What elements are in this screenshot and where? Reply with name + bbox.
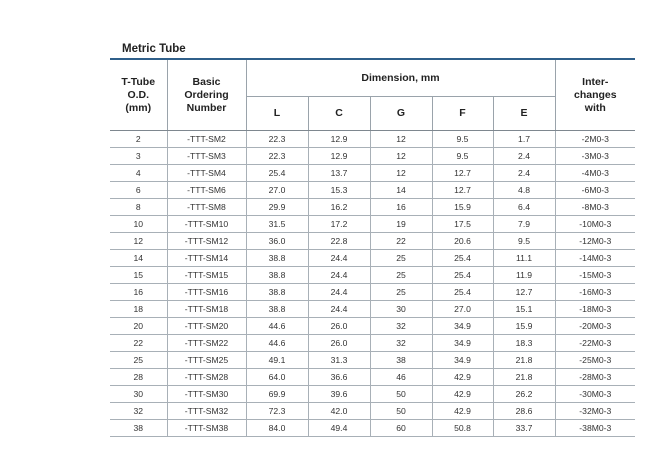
cell-e: 4.8 xyxy=(493,182,555,199)
header-od-line2: O.D. xyxy=(127,88,150,101)
cell-f: 27.0 xyxy=(432,301,493,318)
cell-l: 64.0 xyxy=(246,369,308,386)
cell-od: 30 xyxy=(110,386,167,403)
header-ordering-line1: Basic xyxy=(192,75,221,88)
table-row xyxy=(110,352,635,369)
cell-f: 42.9 xyxy=(432,369,493,386)
header-interchanges-line1: Inter- xyxy=(582,75,609,88)
cell-g: 60 xyxy=(370,420,432,437)
cell-l: 72.3 xyxy=(246,403,308,420)
metric-tube-table-section xyxy=(110,41,635,437)
cell-ordering-number: -TTT-SM25 xyxy=(167,352,246,369)
cell-od: 25 xyxy=(110,352,167,369)
cell-interchanges: -10M0-3 xyxy=(555,216,635,233)
header-dim-e: E xyxy=(493,97,555,131)
cell-c: 39.6 xyxy=(308,386,370,403)
cell-e: 7.9 xyxy=(493,216,555,233)
cell-g: 32 xyxy=(370,335,432,352)
table-row xyxy=(110,318,635,335)
cell-interchanges: -14M0-3 xyxy=(555,250,635,267)
header-ordering-line2: Ordering xyxy=(184,88,229,101)
metric-tube-table xyxy=(110,60,635,437)
cell-ordering-number: -TTT-SM3 xyxy=(167,148,246,165)
cell-g: 25 xyxy=(370,284,432,301)
cell-g: 14 xyxy=(370,182,432,199)
cell-ordering-number: -TTT-SM32 xyxy=(167,403,246,420)
cell-g: 12 xyxy=(370,131,432,148)
cell-l: 38.8 xyxy=(246,284,308,301)
cell-e: 26.2 xyxy=(493,386,555,403)
table-row xyxy=(110,301,635,318)
cell-od: 8 xyxy=(110,199,167,216)
cell-ordering-number: -TTT-SM2 xyxy=(167,131,246,148)
cell-f: 25.4 xyxy=(432,284,493,301)
cell-e: 21.8 xyxy=(493,369,555,386)
cell-od: 6 xyxy=(110,182,167,199)
cell-ordering-number: -TTT-SM22 xyxy=(167,335,246,352)
cell-f: 34.9 xyxy=(432,352,493,369)
cell-l: 38.8 xyxy=(246,250,308,267)
cell-l: 44.6 xyxy=(246,318,308,335)
cell-c: 36.6 xyxy=(308,369,370,386)
cell-f: 25.4 xyxy=(432,267,493,284)
cell-l: 31.5 xyxy=(246,216,308,233)
cell-c: 13.7 xyxy=(308,165,370,182)
cell-ordering-number: -TTT-SM10 xyxy=(167,216,246,233)
cell-ordering-number: -TTT-SM16 xyxy=(167,284,246,301)
cell-c: 49.4 xyxy=(308,420,370,437)
cell-l: 22.3 xyxy=(246,131,308,148)
cell-g: 46 xyxy=(370,369,432,386)
cell-od: 18 xyxy=(110,301,167,318)
header-dim-g: G xyxy=(370,97,432,131)
cell-e: 28.6 xyxy=(493,403,555,420)
table-row xyxy=(110,386,635,403)
cell-g: 25 xyxy=(370,250,432,267)
cell-ordering-number: -TTT-SM14 xyxy=(167,250,246,267)
cell-c: 24.4 xyxy=(308,267,370,284)
cell-interchanges: -30M0-3 xyxy=(555,386,635,403)
cell-c: 24.4 xyxy=(308,301,370,318)
cell-f: 17.5 xyxy=(432,216,493,233)
cell-ordering-number: -TTT-SM18 xyxy=(167,301,246,318)
cell-e: 2.4 xyxy=(493,148,555,165)
header-dim-c: C xyxy=(308,97,370,131)
table-row xyxy=(110,199,635,216)
cell-od: 32 xyxy=(110,403,167,420)
cell-c: 15.3 xyxy=(308,182,370,199)
cell-g: 12 xyxy=(370,148,432,165)
cell-interchanges: -18M0-3 xyxy=(555,301,635,318)
cell-interchanges: -25M0-3 xyxy=(555,352,635,369)
cell-l: 38.8 xyxy=(246,301,308,318)
cell-l: 22.3 xyxy=(246,148,308,165)
cell-interchanges: -2M0-3 xyxy=(555,131,635,148)
cell-ordering-number: -TTT-SM38 xyxy=(167,420,246,437)
table-row xyxy=(110,148,635,165)
cell-f: 42.9 xyxy=(432,386,493,403)
cell-f: 20.6 xyxy=(432,233,493,250)
cell-od: 22 xyxy=(110,335,167,352)
header-interchanges-line3: with xyxy=(584,101,606,114)
cell-l: 36.0 xyxy=(246,233,308,250)
cell-l: 49.1 xyxy=(246,352,308,369)
cell-e: 15.9 xyxy=(493,318,555,335)
cell-ordering-number: -TTT-SM8 xyxy=(167,199,246,216)
cell-ordering-number: -TTT-SM28 xyxy=(167,369,246,386)
cell-g: 22 xyxy=(370,233,432,250)
table-row xyxy=(110,267,635,284)
cell-od: 20 xyxy=(110,318,167,335)
header-ordering-number xyxy=(167,60,246,131)
cell-ordering-number: -TTT-SM30 xyxy=(167,386,246,403)
cell-l: 44.6 xyxy=(246,335,308,352)
cell-interchanges: -20M0-3 xyxy=(555,318,635,335)
header-ordering-line3: Number xyxy=(186,101,227,114)
cell-g: 32 xyxy=(370,318,432,335)
cell-l: 69.9 xyxy=(246,386,308,403)
cell-g: 38 xyxy=(370,352,432,369)
cell-e: 15.1 xyxy=(493,301,555,318)
table-row xyxy=(110,335,635,352)
cell-f: 9.5 xyxy=(432,131,493,148)
cell-c: 31.3 xyxy=(308,352,370,369)
cell-f: 34.9 xyxy=(432,318,493,335)
table-row xyxy=(110,250,635,267)
cell-f: 34.9 xyxy=(432,335,493,352)
cell-e: 11.1 xyxy=(493,250,555,267)
cell-interchanges: -6M0-3 xyxy=(555,182,635,199)
header-dim-f: F xyxy=(432,97,493,131)
cell-g: 12 xyxy=(370,165,432,182)
header-interchanges xyxy=(555,60,635,131)
cell-c: 26.0 xyxy=(308,318,370,335)
cell-l: 25.4 xyxy=(246,165,308,182)
table-row xyxy=(110,420,635,437)
cell-ordering-number: -TTT-SM4 xyxy=(167,165,246,182)
cell-c: 16.2 xyxy=(308,199,370,216)
table-row xyxy=(110,233,635,250)
cell-interchanges: -4M0-3 xyxy=(555,165,635,182)
header-dimension: Dimension, mm xyxy=(246,60,555,97)
header-interchanges-line2: changes xyxy=(573,88,617,101)
header-od xyxy=(110,60,167,131)
cell-od: 38 xyxy=(110,420,167,437)
table-row xyxy=(110,165,635,182)
cell-l: 29.9 xyxy=(246,199,308,216)
cell-interchanges: -38M0-3 xyxy=(555,420,635,437)
cell-e: 33.7 xyxy=(493,420,555,437)
cell-g: 25 xyxy=(370,267,432,284)
cell-od: 16 xyxy=(110,284,167,301)
cell-f: 25.4 xyxy=(432,250,493,267)
cell-c: 12.9 xyxy=(308,131,370,148)
cell-l: 27.0 xyxy=(246,182,308,199)
cell-od: 10 xyxy=(110,216,167,233)
table-row xyxy=(110,216,635,233)
cell-e: 11.9 xyxy=(493,267,555,284)
cell-c: 12.9 xyxy=(308,148,370,165)
cell-f: 50.8 xyxy=(432,420,493,437)
cell-e: 1.7 xyxy=(493,131,555,148)
table-row xyxy=(110,369,635,386)
cell-e: 18.3 xyxy=(493,335,555,352)
cell-ordering-number: -TTT-SM6 xyxy=(167,182,246,199)
cell-l: 84.0 xyxy=(246,420,308,437)
cell-od: 14 xyxy=(110,250,167,267)
header-od-line1: T-Tube xyxy=(121,75,156,88)
cell-f: 9.5 xyxy=(432,148,493,165)
cell-e: 6.4 xyxy=(493,199,555,216)
cell-interchanges: -28M0-3 xyxy=(555,369,635,386)
table-row xyxy=(110,403,635,420)
table-row xyxy=(110,182,635,199)
header-od-line3: (mm) xyxy=(125,101,152,114)
cell-interchanges: -32M0-3 xyxy=(555,403,635,420)
cell-od: 12 xyxy=(110,233,167,250)
cell-c: 17.2 xyxy=(308,216,370,233)
cell-od: 3 xyxy=(110,148,167,165)
cell-f: 12.7 xyxy=(432,165,493,182)
cell-ordering-number: -TTT-SM20 xyxy=(167,318,246,335)
cell-ordering-number: -TTT-SM15 xyxy=(167,267,246,284)
cell-interchanges: -22M0-3 xyxy=(555,335,635,352)
cell-c: 22.8 xyxy=(308,233,370,250)
cell-c: 42.0 xyxy=(308,403,370,420)
cell-f: 42.9 xyxy=(432,403,493,420)
cell-od: 2 xyxy=(110,131,167,148)
cell-ordering-number: -TTT-SM12 xyxy=(167,233,246,250)
table-row xyxy=(110,131,635,148)
cell-g: 50 xyxy=(370,403,432,420)
cell-interchanges: -12M0-3 xyxy=(555,233,635,250)
table-body xyxy=(110,131,635,437)
cell-interchanges: -16M0-3 xyxy=(555,284,635,301)
cell-g: 16 xyxy=(370,199,432,216)
cell-c: 26.0 xyxy=(308,335,370,352)
cell-g: 50 xyxy=(370,386,432,403)
cell-e: 2.4 xyxy=(493,165,555,182)
cell-od: 28 xyxy=(110,369,167,386)
cell-g: 19 xyxy=(370,216,432,233)
cell-c: 24.4 xyxy=(308,284,370,301)
cell-interchanges: -3M0-3 xyxy=(555,148,635,165)
cell-f: 12.7 xyxy=(432,182,493,199)
cell-l: 38.8 xyxy=(246,267,308,284)
table-title: Metric Tube xyxy=(122,43,186,55)
cell-od: 15 xyxy=(110,267,167,284)
cell-e: 9.5 xyxy=(493,233,555,250)
cell-c: 24.4 xyxy=(308,250,370,267)
cell-e: 21.8 xyxy=(493,352,555,369)
cell-f: 15.9 xyxy=(432,199,493,216)
cell-e: 12.7 xyxy=(493,284,555,301)
cell-g: 30 xyxy=(370,301,432,318)
cell-od: 4 xyxy=(110,165,167,182)
table-row xyxy=(110,284,635,301)
cell-interchanges: -8M0-3 xyxy=(555,199,635,216)
cell-interchanges: -15M0-3 xyxy=(555,267,635,284)
header-dim-l: L xyxy=(246,97,308,131)
